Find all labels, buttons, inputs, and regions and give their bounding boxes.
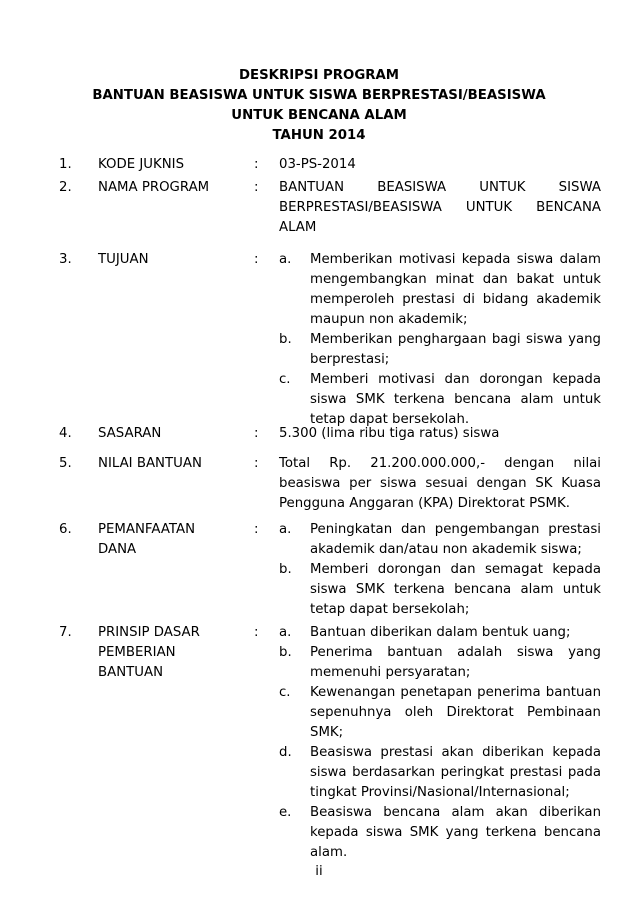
row-value-list	[279, 250, 601, 430]
row-colon: :	[254, 625, 259, 640]
value-line-1: BANTUAN BEASISWA UNTUK SISWA	[279, 180, 601, 195]
row-label: NAMA PROGRAM	[98, 180, 210, 195]
item-text: Beasiswa prestasi akan diberikan kepada siswa berdasarkan peringkat prestasi pada tingkat Provinsi/Nasional/Internasional;	[310, 745, 601, 800]
item-text: Memberi motivasi dan dorongan kepada siswa SMK terkena bencana alam untuk tetap dapat bersekolah.	[310, 372, 601, 427]
item-marker: a.	[279, 252, 292, 267]
row-number: 5.	[59, 456, 72, 471]
list-item	[279, 743, 601, 803]
row-label	[98, 520, 248, 560]
row-number: 2.	[59, 180, 72, 195]
item-text: Kewenangan penetapan penerima bantuan sepenuhnya oleh Direktorat Pembinaan SMK;	[310, 685, 601, 740]
heading-line-3: UNTUK BENCANA ALAM	[231, 108, 407, 123]
item-marker: e.	[279, 805, 292, 820]
item-text: Memberikan motivasi kepada siswa dalam mengembangkan minat dan bakat untuk memperoleh prestasi di bidang akademik maupun non akademik;	[310, 252, 601, 327]
heading-line-1: DESKRIPSI PROGRAM	[238, 68, 400, 83]
row-colon: :	[254, 180, 259, 195]
row-value-list	[279, 520, 601, 620]
page-number: ii	[315, 864, 323, 879]
label-line-3: BANTUAN	[98, 665, 164, 680]
item-marker: b.	[279, 332, 292, 347]
list-item	[279, 560, 601, 620]
label-line-2: DANA	[98, 542, 137, 557]
item-marker: a.	[279, 625, 292, 640]
value-line-2: BERPRESTASI/BEASISWA UNTUK BENCANA	[279, 200, 601, 215]
item-marker: b.	[279, 562, 292, 577]
list-item	[279, 370, 601, 430]
label-line-2: PEMBERIAN	[98, 645, 176, 660]
row-label	[98, 623, 248, 683]
row-number: 3.	[59, 252, 72, 267]
row-value-list	[279, 623, 601, 863]
list-item	[279, 643, 601, 683]
item-marker: a.	[279, 522, 292, 537]
row-colon: :	[254, 252, 259, 267]
heading-line-2: BANTUAN BEASISWA UNTUK SISWA BERPRESTASI/BEASISWA	[92, 88, 546, 103]
row-number: 7.	[59, 625, 72, 640]
item-text: Penerima bantuan adalah siswa yang memenuhi persyaratan;	[310, 645, 601, 680]
list-item	[279, 330, 601, 370]
item-marker: c.	[279, 372, 291, 387]
row-label: TUJUAN	[98, 252, 149, 267]
row-label: NILAI BANTUAN	[98, 456, 202, 471]
row-value: 5.300 (lima ribu tiga ratus) siswa	[279, 426, 500, 441]
document-heading	[0, 66, 638, 146]
row-colon: :	[254, 426, 259, 441]
row-colon: :	[254, 157, 259, 172]
item-text: Beasiswa bencana alam akan diberikan kepada siswa SMK yang terkena bencana alam.	[310, 805, 601, 860]
item-text: Memberi dorongan dan semagat kepada siswa SMK terkena bencana alam untuk tetap dapat bersekolah;	[310, 562, 601, 617]
row-value: Total Rp. 21.200.000.000,- dengan nilai beasiswa per siswa sesuai dengan SK Kuasa Pengguna Anggaran (KPA) Direktorat PSMK.	[279, 456, 601, 511]
row-label: SASARAN	[98, 426, 162, 441]
item-marker: d.	[279, 745, 292, 760]
row-colon: :	[254, 522, 259, 537]
row-number: 4.	[59, 426, 72, 441]
row-number: 6.	[59, 522, 72, 537]
row-label: KODE JUKNIS	[98, 157, 185, 172]
list-item	[279, 520, 601, 560]
label-line-1: PEMANFAATAN	[98, 522, 196, 537]
value-line-3: ALAM	[279, 220, 317, 235]
item-marker: c.	[279, 685, 291, 700]
row-colon: :	[254, 456, 259, 471]
list-item	[279, 250, 601, 330]
list-item	[279, 623, 601, 643]
label-line-1: PRINSIP DASAR	[98, 625, 200, 640]
list-item	[279, 683, 601, 743]
item-text: Memberikan penghargaan bagi siswa yang berprestasi;	[310, 332, 601, 367]
item-text: Peningkatan dan pengembangan prestasi akademik dan/atau non akademik siswa;	[310, 522, 601, 557]
item-text: Bantuan diberikan dalam bentuk uang;	[310, 625, 571, 640]
heading-line-4: TAHUN 2014	[272, 128, 366, 143]
row-number: 1.	[59, 157, 72, 172]
row-value	[279, 178, 601, 238]
list-item	[279, 803, 601, 863]
row-value: 03-PS-2014	[279, 157, 356, 172]
item-marker: b.	[279, 645, 292, 660]
